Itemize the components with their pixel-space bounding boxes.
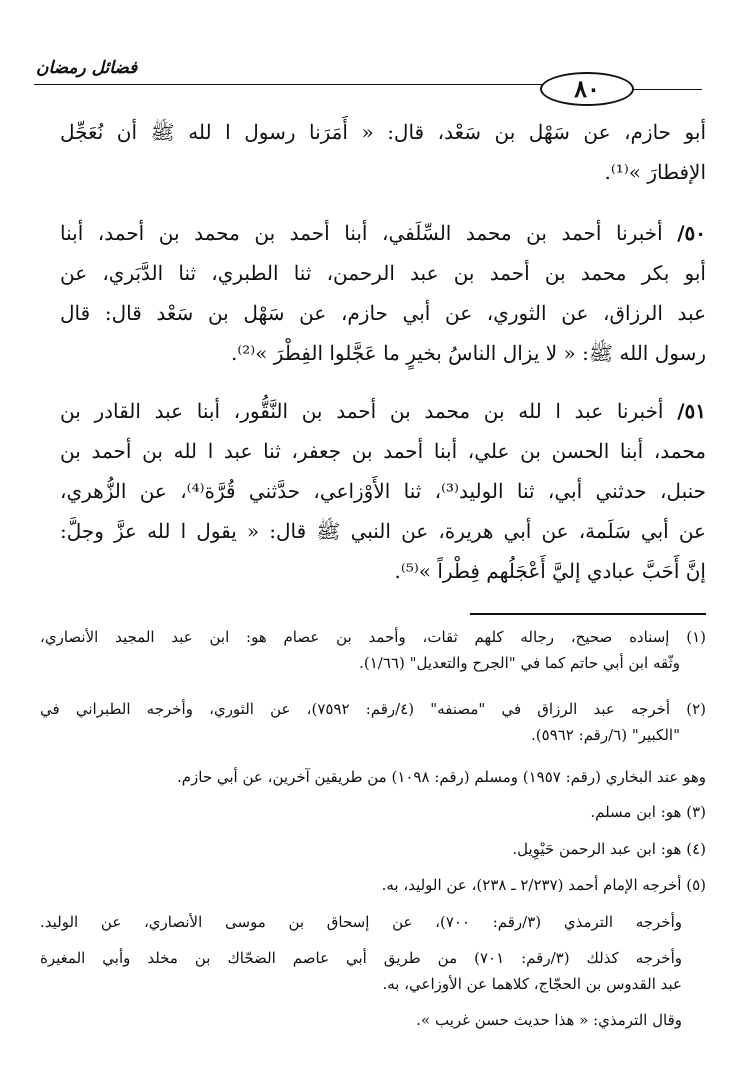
paragraph-continuation [60,112,706,192]
text-line: الإفطارَ »⁽¹⁾. [604,160,706,184]
text-line [60,213,706,253]
text-line: أبو حازم، عن سَهْل بن سَعْد، قال: « أَمَرَنا رسول ا لله ﷺ أن نُعَجِّل [60,120,706,144]
header-rule [34,84,544,85]
footnote-line: (١) إسناده صحيح، رجاله كلهم ثقات، وأحمد بن عصام هو: ابن عبد المجيد الأنصاري، [40,628,706,646]
text-line: رسول الله ﷺ: « لا يزال الناسُ بخيرٍ ما عَجَّلوا الفِطْرَ »⁽²⁾. [230,341,706,365]
footnote-line: وثّقه ابن أبي حاتم كما في "الجرح والتعديل" (١/٦٦). [359,654,680,672]
footnote-line: (٣) هو: ابن مسلم. [590,803,706,821]
footnote-line: وأخرجه الترمذي (٣/رقم: ٧٠٠)، عن إسحاق بن موسى الأنصاري، عن الوليد. [40,913,682,931]
text-line-content: أخبرنا أحمد بن محمد السِّلَفي، أبنا أحمد بن محمد بن أحمد، أبنا [60,221,663,245]
footnote-line: "الكبير" (٦/رقم: ٥٩٦٢). [531,726,680,744]
footnote-4 [200,836,706,862]
footnote-line: وأخرجه كذلك (٣/رقم: ٧٠١) من طريق أبي عاصم الضحّاك بن مخلد وأبي المغيرة [40,949,682,967]
footnote-separator [470,613,706,615]
header-rule-right [632,89,702,90]
footnote-line: (٤) هو: ابن عبد الرحمن حَيْوِيل. [512,840,706,858]
footnote-2-extra [80,764,706,790]
footnote-line: وقال الترمذي: « هذا حديث حسن غريب ». [416,1011,682,1029]
page-number: ٨٠ [574,74,600,103]
footnote-line: (٥) أخرجه الإمام أحمد (٢/٢٣٧ ـ ٢٣٨)، عن الوليد، به. [381,876,706,894]
text-line: حنبل، حدثني أبي، ثنا الوليد⁽³⁾، ثنا الأَوْزاعي، حدَّثني قُرَّة⁽⁴⁾، عن الزُّهري، [60,479,707,503]
hadith-number: ٥١/ [677,399,707,423]
footnote-2 [40,696,706,748]
hadith-number: ٥٠/ [677,221,706,245]
text-line: عبد الرزاق، عن الثوري، عن أبي حازم، عن سَهْل بن سَعْد قال: قال [60,301,706,325]
text-line [60,391,706,431]
footnote-line: عبد القدوس بن الحجّاج، كلاهما عن الأوزاعي، به. [382,975,682,993]
text-line: محمد، أبنا الحسن بن علي، أبنا أحمد بن جعفر، ثنا عبد ا لله بن أحمد بن [60,439,706,463]
text-line: عن أبي سَلَمة، عن أبي هريرة، عن النبي ﷺ قال: « يقول ا لله عزَّ وجلَّ: [60,519,706,543]
footnote-1 [40,624,706,676]
running-title: فضائل رمضان [36,58,138,78]
footnote-5 [200,872,706,898]
footnote-line: وهو عند البخاري (رقم: ١٩٥٧) ومسلم (رقم: ١٠٩٨) من طريقين آخرين، عن أبي حازم. [176,768,706,786]
hadith-50 [60,213,706,373]
footnote-5-extra [40,909,682,1033]
hadith-51 [60,391,706,591]
footnote-line: (٢) أخرجه عبد الرزاق في "مصنفه" (٤/رقم: ٧٥٩٢)، عن الثوري، وأخرجه الطبراني في [40,700,706,718]
footnote-3 [200,799,706,825]
text-line: أبو بكر محمد بن أحمد بن عبد الرحمن، ثنا الطبري، ثنا الدَّبَري، عن [60,261,706,285]
text-line-content: أخبرنا عبد ا لله بن محمد بن أحمد بن النَّقُّور، أبنا عبد القادر بن [60,399,664,423]
text-line: إنَّ أَحَبَّ عبادي إليَّ أَعْجَلُهم فِطْراً »⁽⁵⁾. [394,559,706,583]
